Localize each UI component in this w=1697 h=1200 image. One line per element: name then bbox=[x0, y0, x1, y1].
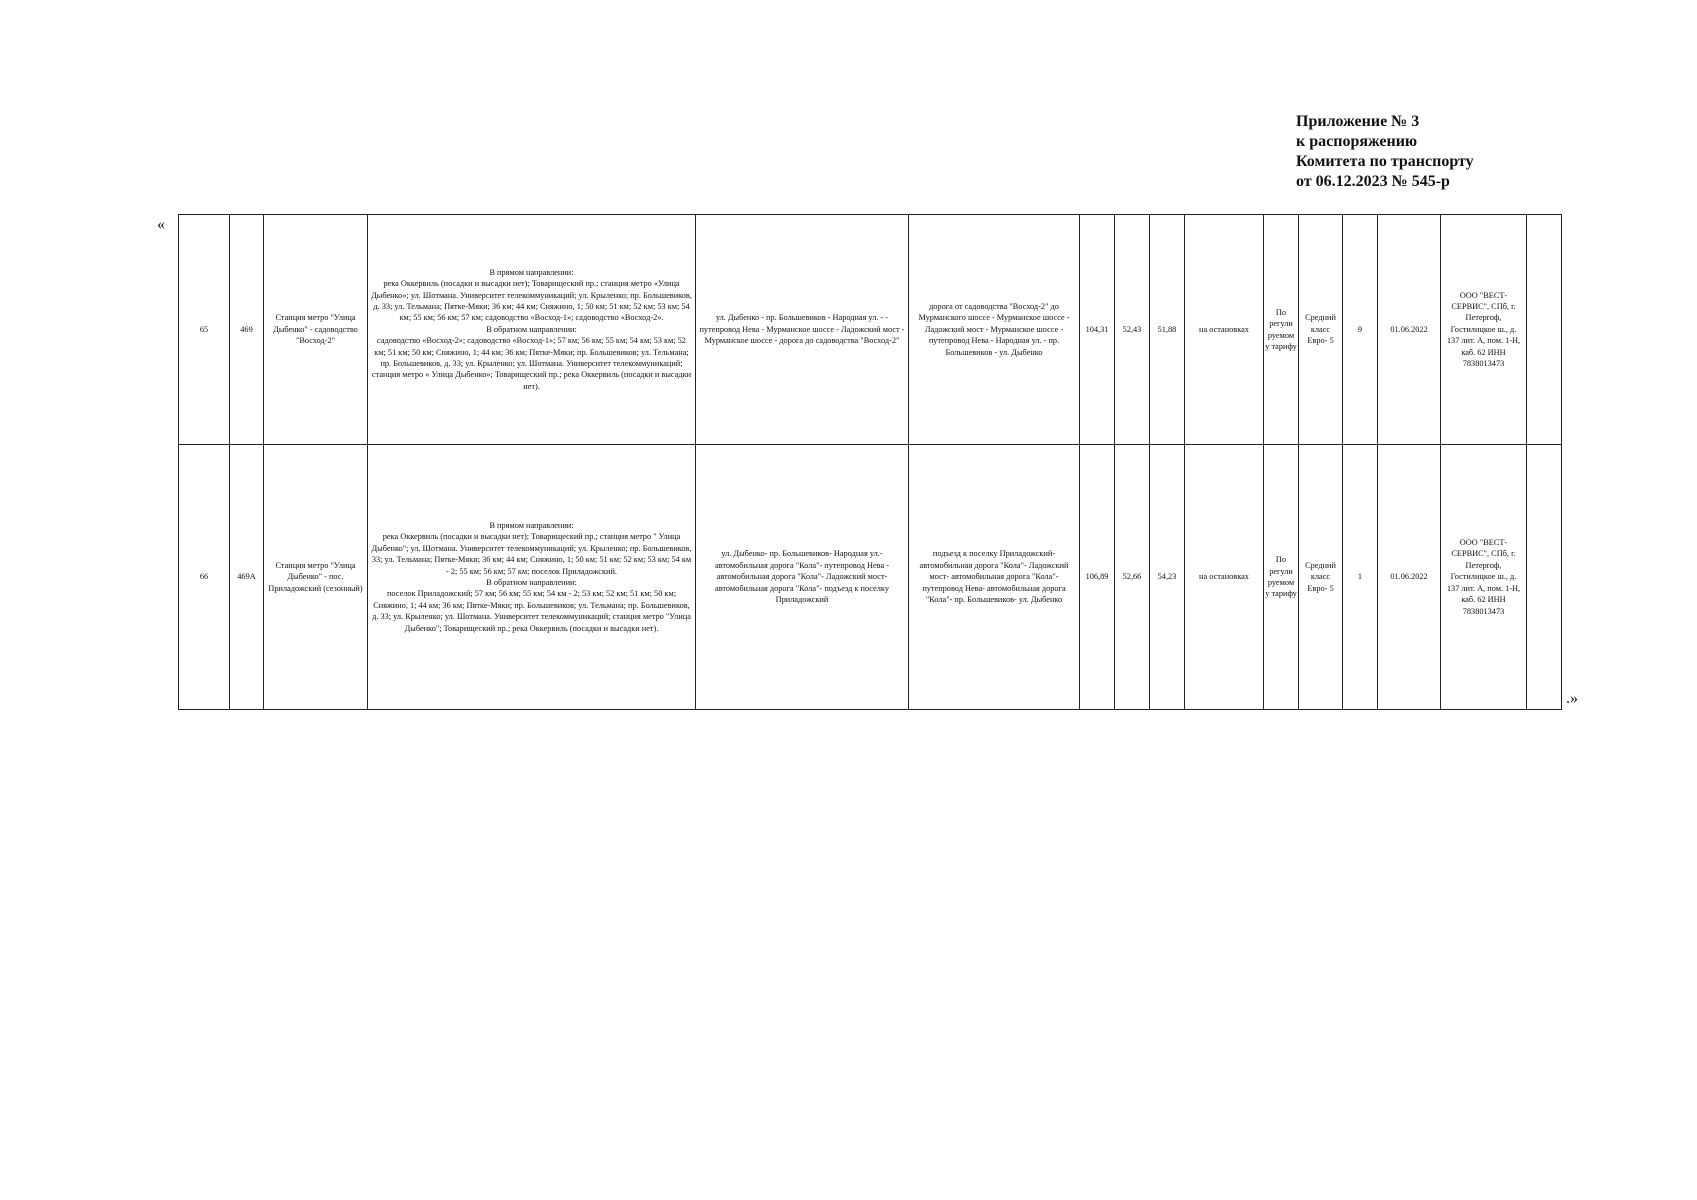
route-stops: В прямом направлении: река Оккервиль (посадки и высадки нет); Товарищеский пр.; станция метро " Улица Дыбенко"; ул. Шотмана. Университет телекоммуникаций; ул. Крыленко; пр. Большевиков, 33; ул. Тельмана; Пятке-Мяки; 36 км; 44 км; Сняжино, 1; 50 км; 51 км; 52 км; 53 км; 54 км - 2; 55 км; 56 км; 57 км; поселок Приладожский. В обратном направлении: поселок Приладожский; 57 км; 56 км; 55 км; 54 км - 2; 53 км; 52 км; 51 км; 50 км; Сняжино, 1; 44 км; 36 км; Пятке-Мяки; пр. Большевиков; ул. Тельмана; пр. Большевиков, д. 33; ул. Крыленко; ул. Шотмана. Университет телекоммуникаций; станция метро "Улица Дыбенко"; Товарищеский пр.; река Оккервиль (посадки и высадки нет). bbox=[368, 445, 696, 710]
vehicle-class: Средний класс Евро- 5 bbox=[1299, 445, 1343, 710]
extra-cell bbox=[1527, 215, 1562, 445]
vehicle-count: 1 bbox=[1343, 445, 1378, 710]
streets-backward: дорога от садоводства "Восход-2" до Мурманского шоссе - Мурманское шоссе - Ладожский мост - Мурманское шоссе - путепровод Нева - Народная ул. - пр. Большевиков - ул. Дыбенко bbox=[909, 215, 1080, 445]
streets-backward: подъезд к поселку Приладожский- автомобильная дорога "Кола"- Ладожский мост- автомобильная дорога "Кола"- путепровод Нева- автомобильная дорога "Кола"- пр. Большевиков- ул. Дыбенко bbox=[909, 445, 1080, 710]
appendix-header bbox=[1296, 112, 1474, 192]
table-row bbox=[179, 215, 1562, 445]
length-total: 104,31 bbox=[1080, 215, 1115, 445]
streets-forward: ул. Дыбенко- пр. Большевиков- Народная ул.- автомобильная дорога "Кола"- путепровод Нева - автомобильная дорога "Кола"- Ладожский мост- автомобильная дорога "Кола"- подъезд к поселку Приладожский bbox=[696, 445, 909, 710]
carrier-info: ООО "ВЕСТ-СЕРВИС", СПб, г. Петергоф, Гостилицкое ш., д. 137 лит. А, пом. 1-Н, каб. 62 ИНН 7838013473 bbox=[1441, 215, 1527, 445]
table-row bbox=[179, 445, 1562, 710]
route-number: 469А bbox=[230, 445, 264, 710]
start-date: 01.06.2022 bbox=[1378, 215, 1441, 445]
vehicle-class: Средний класс Евро- 5 bbox=[1299, 215, 1343, 445]
route-name: Станция метро "Улица Дыбенко" - пос. Приладожский (сезонный) bbox=[264, 445, 368, 710]
appendix-subtitle: к распоряжению bbox=[1296, 133, 1418, 150]
tariff-type: По регули руемом у тарифу bbox=[1264, 215, 1299, 445]
streets-forward: ул. Дыбенко - пр. Большевиков - Народная ул. - - путепровод Нева - Мурманское шоссе - Ладожский мост - Мурманское шоссе - дорога до садоводства "Восход-2" bbox=[696, 215, 909, 445]
appendix-date: от 06.12.2023 № 545-р bbox=[1296, 173, 1450, 190]
route-number: 469 bbox=[230, 215, 264, 445]
routes-table bbox=[178, 214, 1562, 710]
stop-order: на остановках bbox=[1185, 215, 1264, 445]
tariff-type: По регули руемом у тарифу bbox=[1264, 445, 1299, 710]
appendix-title: Приложение № 3 bbox=[1296, 113, 1420, 130]
appendix-committee: Комитета по транспорту bbox=[1296, 153, 1474, 170]
length-forward: 52,43 bbox=[1115, 215, 1150, 445]
length-backward: 51,88 bbox=[1150, 215, 1185, 445]
start-date: 01.06.2022 bbox=[1378, 445, 1441, 710]
row-number: 65 bbox=[179, 215, 230, 445]
length-total: 106,89 bbox=[1080, 445, 1115, 710]
carrier-info: ООО "ВЕСТ-СЕРВИС", СПб, г. Петергоф, Гостилицкое ш., д. 137 лит. А, пом. 1-Н, каб. 62 ИНН 7838013473 bbox=[1441, 445, 1527, 710]
extra-cell bbox=[1527, 445, 1562, 710]
row-number: 66 bbox=[179, 445, 230, 710]
opening-quote: « bbox=[157, 216, 165, 233]
vehicle-count: 9 bbox=[1343, 215, 1378, 445]
length-backward: 54,23 bbox=[1150, 445, 1185, 710]
route-name: Станция метро "Улица Дыбенко" - садоводство "Восход-2" bbox=[264, 215, 368, 445]
length-forward: 52,66 bbox=[1115, 445, 1150, 710]
closing-quote: .» bbox=[1566, 690, 1578, 707]
stop-order: на остановках bbox=[1185, 445, 1264, 710]
route-stops: В прямом направлении: река Оккервиль (посадки и высадки нет); Товарищеский пр.; станция метро «Улица Дыбенко»; ул. Шотмана. Университет телекоммуникаций; ул. Крыленко; пр. Большевиков, д. 33; ул. Тельмана; Пятке-Мяки; 36 км; 44 км; Сняжино, 1; 50 км; 51 км; 52 км; 53 км; 54 км; 55 км; 56 км; 57 км; садоводство «Восход-1»; садоводство «Восход-2». В обратном направлении: садоводство «Восход-2»; садоводство «Восход-1»; 57 км; 56 км; 55 км; 54 км; 53 км; 52 км; 51 км; 50 км; Сняжино, 1; 44 км; 36 км; Пятке-Мяки; пр. Большевиков; ул. Тельмана; пр. Большевиков, д. 33; ул. Крыленко; ул. Шотмана. Университет телекоммуникаций; станция метро « Улица Дыбенко»; Товарищеский пр.; река Оккервиль (посадки и высадки нет). bbox=[368, 215, 696, 445]
